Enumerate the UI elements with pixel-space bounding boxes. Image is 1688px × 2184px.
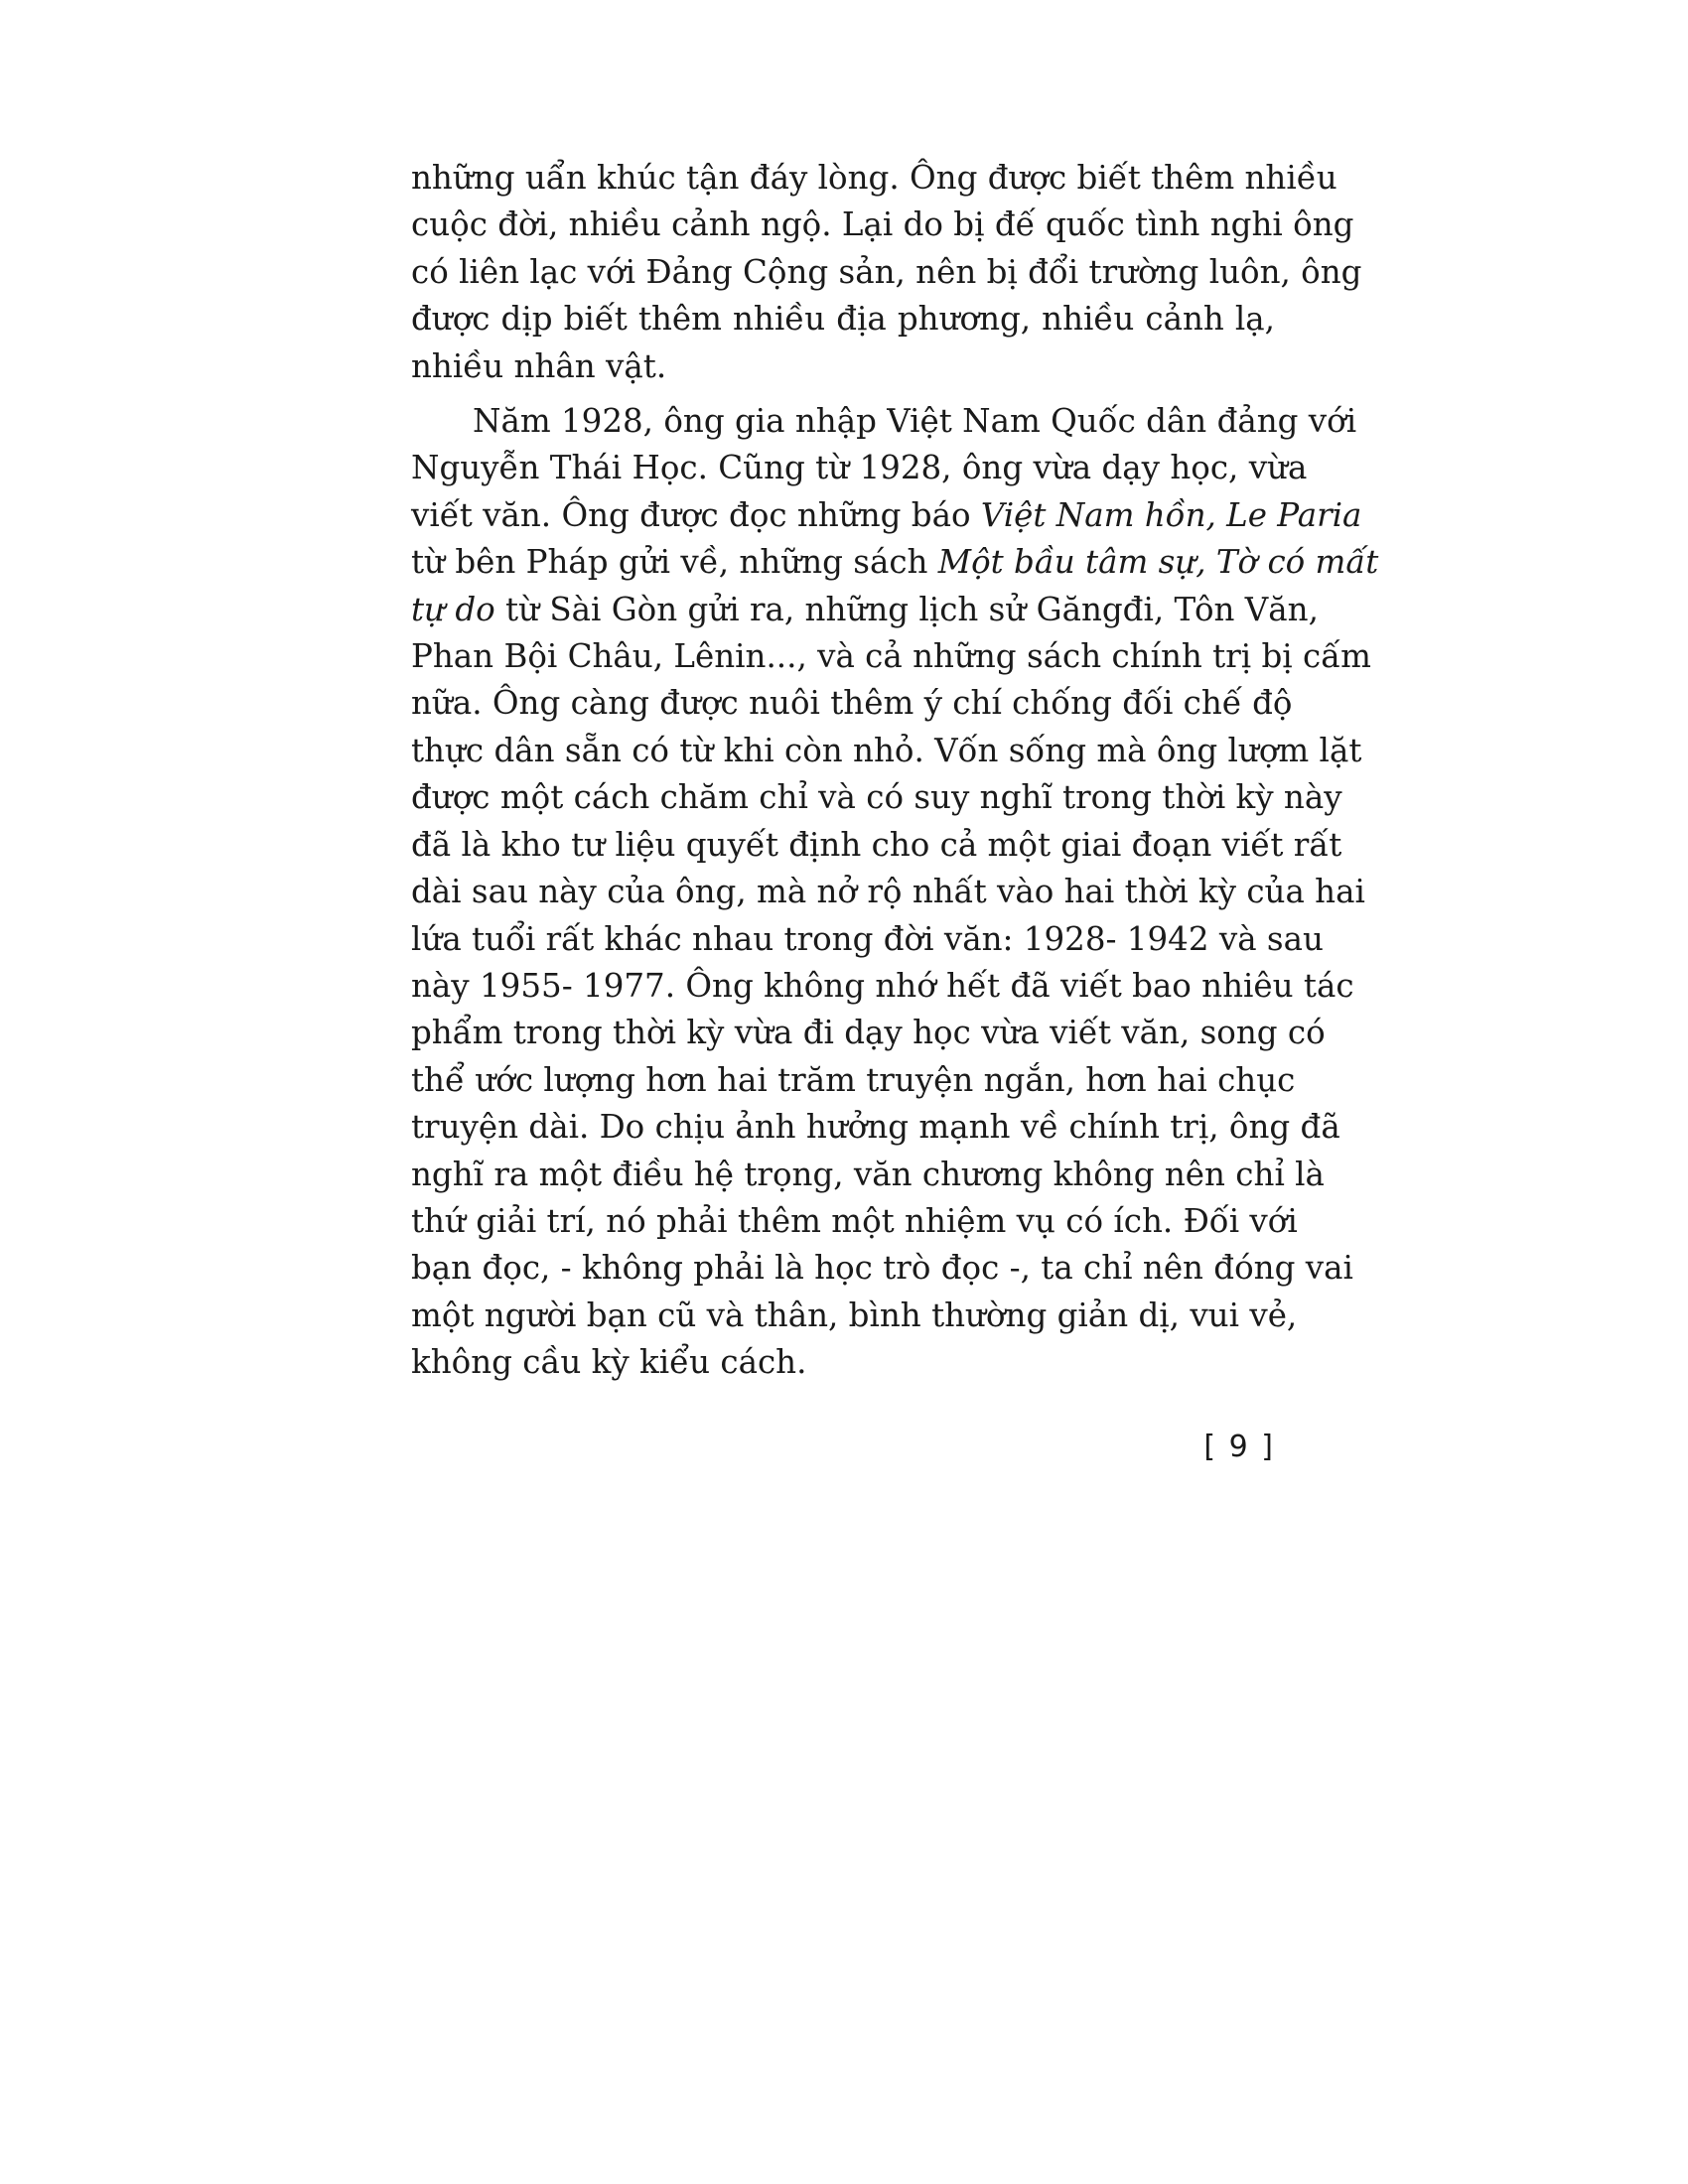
text-line: Phan Bội Châu, Lênin..., và cả những sách chính trị bị cấm	[411, 637, 1371, 676]
text-line: nhiều nhân vật.	[411, 346, 667, 385]
page-number: [ 9 ]	[1203, 1430, 1275, 1464]
text-line: thứ giải trí, nó phải thêm một nhiệm vụ có ích. Đối với	[411, 1201, 1298, 1240]
text-segment: từ Sài Gòn gửi ra, những lịch sử Găngđi, Tôn Văn,	[494, 590, 1319, 628]
text-line: lứa tuổi rất khác nhau trong đời văn: 1928- 1942 và sau	[411, 919, 1324, 958]
text-segment: viết văn. Ông được đọc những báo	[411, 495, 981, 534]
text-line	[411, 492, 1362, 539]
text-line	[411, 539, 1379, 586]
text-line: thực dân sẵn có từ khi còn nhỏ. Vốn sống mà ông lượm lặt	[411, 731, 1362, 769]
text-line: Nguyễn Thái Học. Cũng từ 1928, ông vừa dạy học, vừa	[411, 449, 1308, 487]
text-line: nghĩ ra một điều hệ trọng, văn chương không nên chỉ là	[411, 1155, 1325, 1193]
text-line: cuộc đời, nhiều cảnh ngộ. Lại do bị đế quốc tình nghi ông	[411, 205, 1354, 244]
text-line: có liên lạc với Đảng Cộng sản, nên bị đổi trường luôn, ông	[411, 252, 1362, 291]
text-line: một người bạn cũ và thân, bình thường giản dị, vui vẻ,	[411, 1296, 1298, 1334]
italic-title: tự do	[411, 590, 495, 628]
text-line: thể ước lượng hơn hai trăm truyện ngắn, hơn hai chục	[411, 1060, 1296, 1099]
text-line	[411, 587, 1319, 633]
text-segment: từ bên Pháp gửi về, những sách	[411, 543, 938, 582]
italic-title: Việt Nam hồn, Le Paria	[980, 495, 1362, 534]
text-line: được một cách chăm chỉ và có suy nghĩ trong thời kỳ này	[411, 778, 1342, 817]
text-line: phẩm trong thời kỳ vừa đi dạy học vừa viết văn, song có	[411, 1014, 1326, 1052]
text-line: không cầu kỳ kiểu cách.	[411, 1343, 807, 1382]
text-line: Năm 1928, ông gia nhập Việt Nam Quốc dân đảng với	[473, 402, 1357, 441]
text-line: này 1955- 1977. Ông không nhớ hết đã viết bao nhiêu tác	[411, 966, 1354, 1005]
italic-title: Một bầu tâm sự, Tờ có mất	[937, 543, 1379, 582]
body-text	[411, 155, 1379, 1387]
text-line: được dịp biết thêm nhiều địa phương, nhiều cảnh lạ,	[411, 300, 1275, 339]
text-line: bạn đọc, - không phải là học trò đọc -, ta chỉ nên đóng vai	[411, 1249, 1353, 1288]
text-line: những uẩn khúc tận đáy lòng. Ông được biết thêm nhiều	[411, 159, 1337, 197]
text-line: dài sau này của ông, mà nở rộ nhất vào hai thời kỳ của hai	[411, 873, 1365, 911]
text-line: truyện dài. Do chịu ảnh hưởng mạnh về chính trị, ông đã	[411, 1108, 1340, 1147]
text-line: đã là kho tư liệu quyết định cho cả một giai đoạn viết rất	[411, 825, 1342, 864]
text-line: nữa. Ông càng được nuôi thêm ý chí chống đối chế độ	[411, 684, 1293, 723]
